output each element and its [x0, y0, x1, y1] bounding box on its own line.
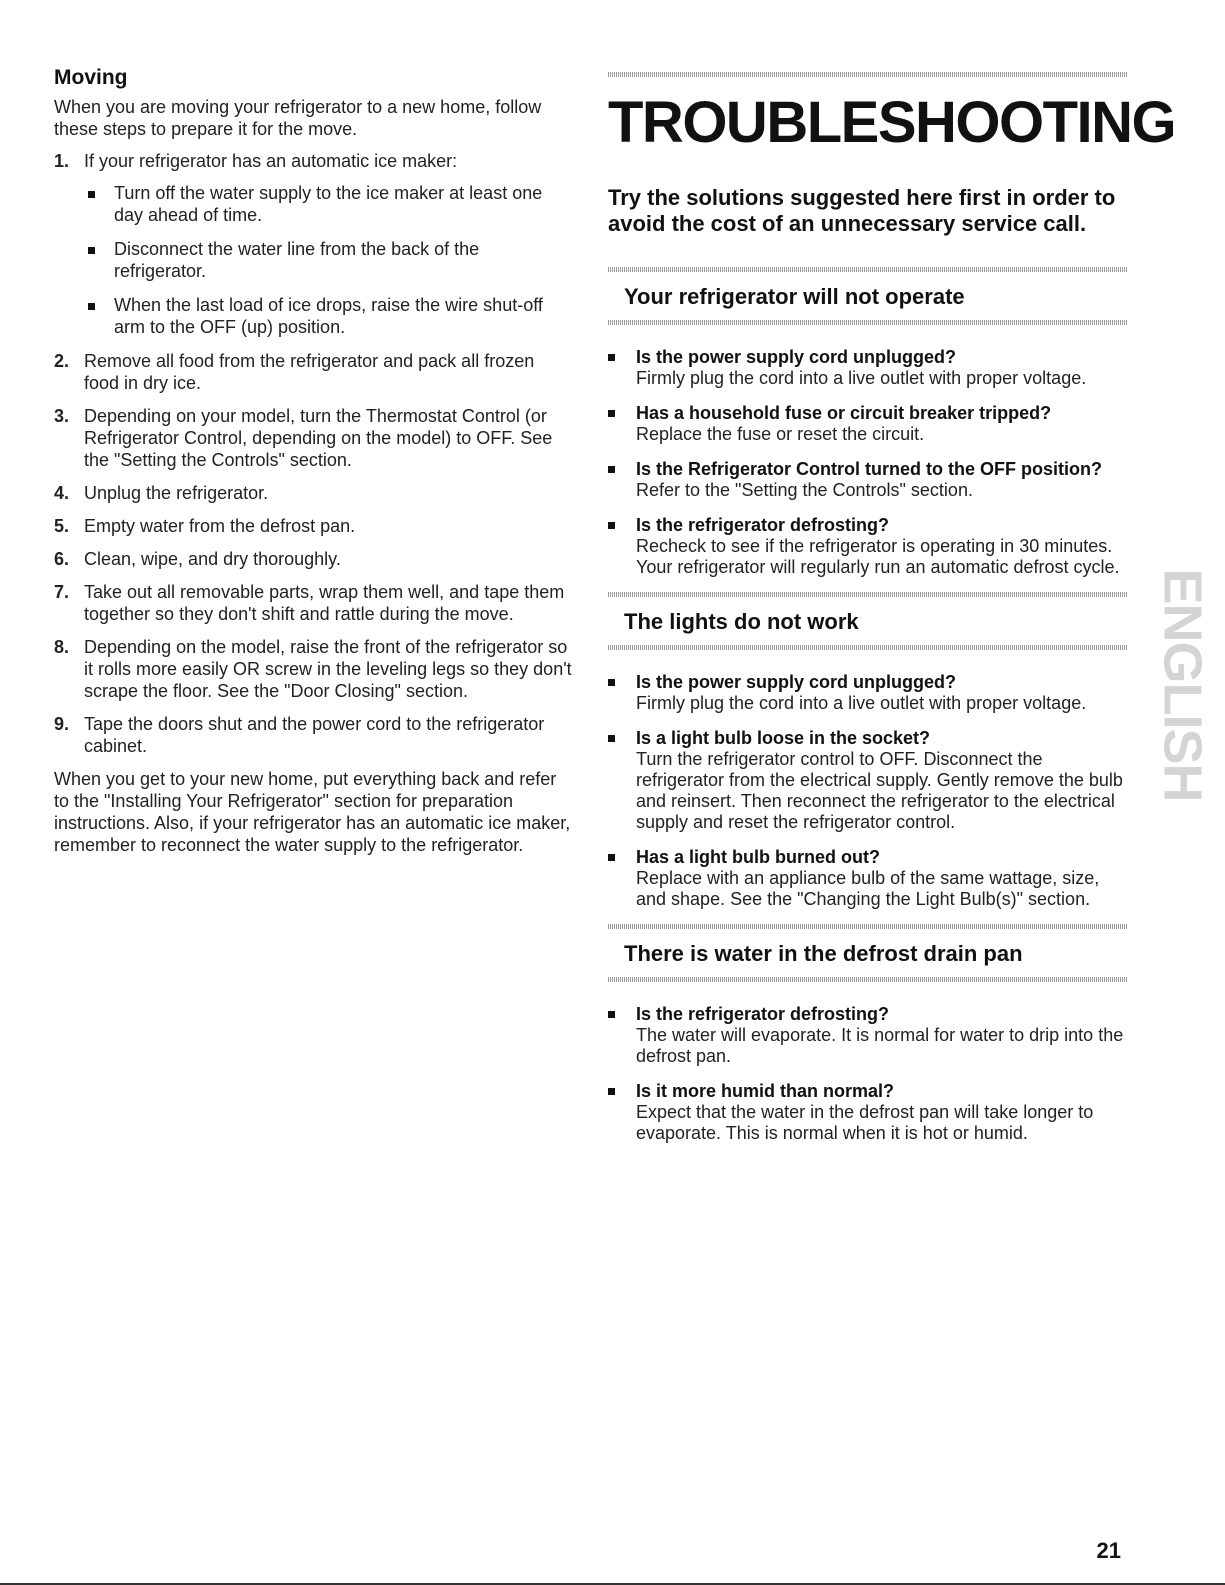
moving-steps: [54, 150, 574, 757]
language-side-tab: [1151, 560, 1215, 810]
step-number: 3.: [54, 406, 70, 426]
problem-list: [608, 672, 1128, 910]
section-lights-do-not-work: [608, 592, 1128, 910]
moving-step: [54, 515, 574, 537]
problem-item: [608, 672, 1128, 714]
moving-intro: When you are moving your refrigerator to a new home, follow these steps to prepare it for the move.: [54, 97, 542, 139]
substep: Turn off the water supply to the ice maker at least one day ahead of time.: [84, 182, 574, 226]
section-title: Your refrigerator will not operate: [624, 284, 965, 309]
problem-question: Is the refrigerator defrosting?: [636, 1004, 890, 1024]
problem-item: [608, 347, 1128, 389]
step-text: Depending on your model, turn the Thermostat Control (or Refrigerator Control, depending on the model) to OFF. See the "Setting the Controls" section.: [84, 406, 553, 470]
problem-solution: Expect that the water in the defrost pan will take longer to evaporate. This is normal when it is hot or humid.: [636, 1102, 1094, 1143]
section-divider: [608, 977, 1128, 982]
step-number: 2.: [54, 351, 70, 371]
step-number: 5.: [54, 516, 70, 536]
step-text: Remove all food from the refrigerator and pack all frozen food in dry ice.: [84, 351, 535, 393]
troubleshooting-subtitle: Try the solutions suggested here first in order to avoid the cost of an unnecessary service call.: [608, 185, 1116, 236]
step-text: Depending on the model, raise the front of the refrigerator so it rolls more easily OR screw in the leveling legs so they don't scrape the floor. See the "Door Closing" section.: [84, 637, 572, 701]
section-divider: [608, 320, 1128, 325]
moving-step: [54, 405, 574, 471]
problem-solution: Replace the fuse or reset the circuit.: [636, 424, 925, 444]
troubleshooting-column: [608, 72, 1176, 1158]
step-number: 7.: [54, 582, 70, 602]
step-text: Empty water from the defrost pan.: [84, 516, 356, 536]
page-number: 21: [1096, 1538, 1121, 1563]
moving-step: [54, 581, 574, 625]
problem-solution: Turn the refrigerator control to OFF. Disconnect the refrigerator from the electrical supply. Gently remove the bulb and reinsert. Then reconnect the refrigerator to the electrical supply and reset the refrigerator control.: [636, 749, 1123, 832]
moving-heading: Moving: [54, 66, 128, 89]
problem-item: [608, 847, 1128, 910]
problem-question: Is the power supply cord unplugged?: [636, 672, 957, 692]
step-text: Tape the doors shut and the power cord to the refrigerator cabinet.: [84, 714, 545, 756]
language-label: ENGLISH: [1153, 568, 1213, 802]
problem-question: Is the power supply cord unplugged?: [636, 347, 957, 367]
step-number: 1.: [54, 151, 70, 171]
substep: Disconnect the water line from the back of the refrigerator.: [84, 238, 574, 282]
section-title: There is water in the defrost drain pan: [624, 941, 1023, 966]
section-title: The lights do not work: [624, 609, 859, 634]
moving-step: [54, 548, 574, 570]
moving-column: [54, 66, 574, 856]
moving-outro: When you get to your new home, put everything back and refer to the "Installing Your Refrigerator" section for preparation instructions. Also, if your refrigerator has an automatic ice maker, remember to reconnect the water supply to the refrigerator.: [54, 769, 571, 855]
problem-item: [608, 403, 1128, 445]
moving-step: [54, 350, 574, 394]
step-text: Take out all removable parts, wrap them well, and tape them together so they don't shift and rattle during the move.: [84, 582, 565, 624]
section-will-not-operate: [608, 267, 1128, 578]
problem-question: Has a light bulb burned out?: [636, 847, 880, 867]
moving-step: [54, 713, 574, 757]
substep: When the last load of ice drops, raise the wire shut-off arm to the OFF (up) position.: [84, 294, 574, 338]
problem-solution: Refer to the "Setting the Controls" section.: [636, 480, 973, 500]
step-number: 4.: [54, 483, 70, 503]
problem-solution: Firmly plug the cord into a live outlet with proper voltage.: [636, 693, 1087, 713]
title-divider: [608, 72, 1128, 77]
problem-question: Is the refrigerator defrosting?: [636, 515, 890, 535]
problem-solution: Recheck to see if the refrigerator is operating in 30 minutes. Your refrigerator will regularly run an automatic defrost cycle.: [636, 536, 1120, 577]
section-water-in-drain-pan: [608, 924, 1128, 1144]
ice-maker-substeps: [84, 182, 574, 338]
problem-solution: Replace with an appliance bulb of the same wattage, size, and shape. See the "Changing the Light Bulb(s)" section.: [636, 868, 1100, 909]
step-number: 8.: [54, 637, 70, 657]
moving-step: [54, 482, 574, 504]
problem-question: Is the Refrigerator Control turned to the OFF position?: [636, 459, 1102, 479]
step-text: Clean, wipe, and dry thoroughly.: [84, 549, 341, 569]
problem-question: Has a household fuse or circuit breaker tripped?: [636, 403, 1052, 423]
page-title: TROUBLESHOOTING: [608, 90, 1176, 155]
problem-item: [608, 1004, 1128, 1067]
step-number: 9.: [54, 714, 70, 734]
problem-item: [608, 515, 1128, 578]
section-divider: [608, 645, 1128, 650]
problem-list: [608, 347, 1128, 578]
problem-item: [608, 728, 1128, 833]
problem-question: Is a light bulb loose in the socket?: [636, 728, 931, 748]
problem-solution: The water will evaporate. It is normal for water to drip into the defrost pan.: [636, 1025, 1124, 1066]
moving-step: [54, 636, 574, 702]
problem-item: [608, 1081, 1128, 1144]
problem-solution: Firmly plug the cord into a live outlet with proper voltage.: [636, 368, 1087, 388]
step-text: Unplug the refrigerator.: [84, 483, 269, 503]
moving-step: [54, 150, 574, 338]
problem-item: [608, 459, 1128, 501]
step-number: 6.: [54, 549, 70, 569]
problem-list: [608, 1004, 1128, 1144]
problem-question: Is it more humid than normal?: [636, 1081, 895, 1101]
step-text: If your refrigerator has an automatic ice maker:: [84, 151, 458, 171]
